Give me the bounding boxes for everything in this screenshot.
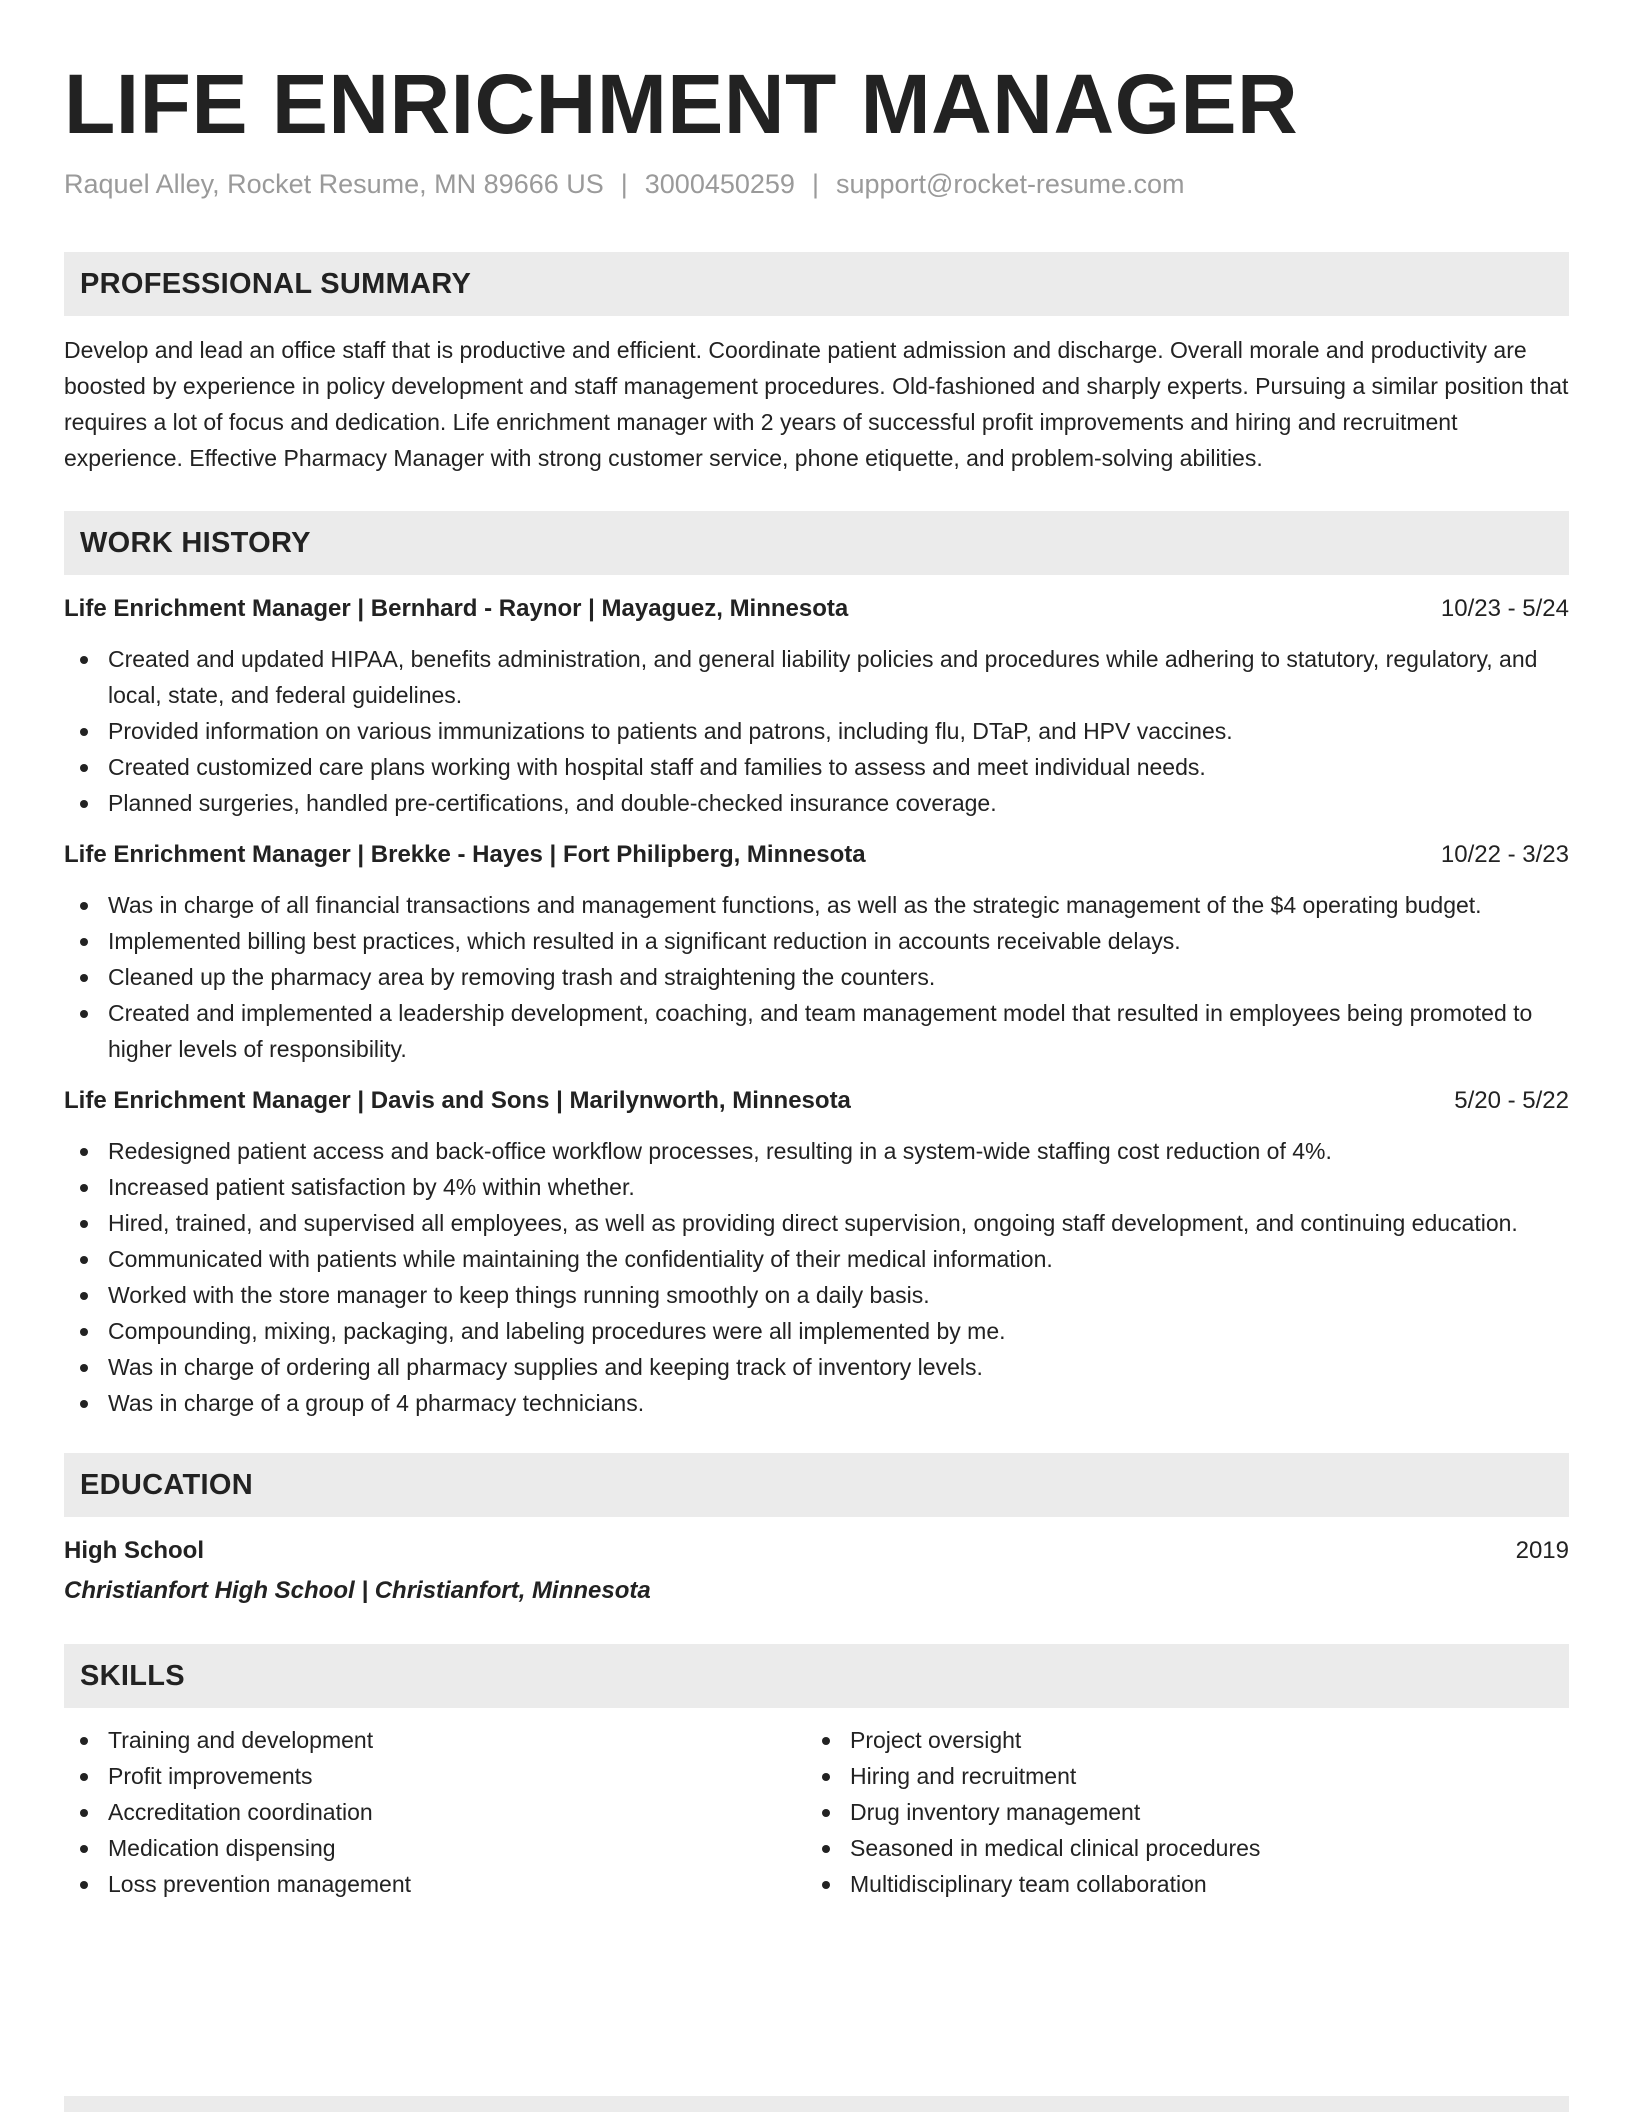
- bullet-dot-icon: [80, 1184, 88, 1192]
- job-bullet-list: [64, 641, 1569, 821]
- job-bullet-text: Increased patient satisfaction by 4% within whether.: [108, 1174, 635, 1200]
- contact-line: [64, 166, 1569, 202]
- job-dates: 5/20 - 5/22: [1454, 1087, 1569, 1114]
- bullet-dot-icon: [822, 1845, 830, 1853]
- skill-text: Accreditation coordination: [108, 1799, 373, 1825]
- job-bullet: [64, 887, 1569, 923]
- contact-separator: |: [811, 169, 819, 199]
- job-bullet-text: Implemented billing best practices, which resulted in a significant reduction in accounts receivable delays.: [108, 928, 1181, 954]
- bullet-dot-icon: [80, 1256, 88, 1264]
- job-bullet-text: Redesigned patient access and back-office workflow processes, resulting in a system-wide staffing cost reduction of 4%.: [108, 1138, 1332, 1164]
- section-header-summary: PROFESSIONAL SUMMARY: [64, 252, 1569, 316]
- skills-list: [64, 1722, 806, 1902]
- section-header-work-history: WORK HISTORY: [64, 511, 1569, 575]
- job-bullet: [64, 1241, 1569, 1277]
- skill-item: [64, 1722, 806, 1758]
- bullet-dot-icon: [80, 764, 88, 772]
- bullet-dot-icon: [80, 902, 88, 910]
- education-degree: High School: [64, 1537, 204, 1564]
- bullet-dot-icon: [80, 1881, 88, 1889]
- job-bullet: [64, 641, 1569, 713]
- bullet-dot-icon: [80, 1773, 88, 1781]
- bullet-dot-icon: [80, 1737, 88, 1745]
- skill-text: Loss prevention management: [108, 1871, 412, 1897]
- job-bullet-text: Worked with the store manager to keep things running smoothly on a daily basis.: [108, 1282, 930, 1308]
- job-bullet: [64, 1349, 1569, 1385]
- resume-page: [64, 0, 1569, 1902]
- job-bullet-text: Was in charge of ordering all pharmacy supplies and keeping track of inventory levels.: [108, 1354, 983, 1380]
- job-bullet: [64, 1133, 1569, 1169]
- job-bullet-list: [64, 887, 1569, 1067]
- bullet-dot-icon: [80, 1809, 88, 1817]
- skills-list: [806, 1722, 1548, 1902]
- bullet-dot-icon: [80, 974, 88, 982]
- job-bullet: [64, 959, 1569, 995]
- job-header: [64, 837, 1569, 873]
- education-school: Christianfort High School | Christianfort, Minnesota: [64, 1577, 651, 1604]
- skill-text: Multidisciplinary team collaboration: [850, 1871, 1207, 1897]
- job-header: [64, 1083, 1569, 1119]
- skills-column-left: [64, 1722, 806, 1902]
- job-bullet-text: Hired, trained, and supervised all employees, as well as providing direct supervision, ongoing staff development, and continuing education.: [108, 1210, 1518, 1236]
- job-bullet: [64, 713, 1569, 749]
- job-bullet: [64, 749, 1569, 785]
- job-title: Life Enrichment Manager | Brekke - Hayes | Fort Philipberg, Minnesota: [64, 841, 866, 868]
- next-section-header-bar: [64, 2096, 1569, 2112]
- skill-item: [64, 1830, 806, 1866]
- bullet-dot-icon: [80, 1400, 88, 1408]
- contact-email: support@rocket-resume.com: [835, 169, 1185, 199]
- skill-text: Drug inventory management: [850, 1799, 1141, 1825]
- education-year: 2019: [1515, 1537, 1569, 1564]
- skill-item: [806, 1830, 1548, 1866]
- job-dates: 10/22 - 3/23: [1440, 841, 1569, 868]
- skill-item: [64, 1758, 806, 1794]
- contact-phone: 3000450259: [644, 169, 795, 199]
- job-bullet: [64, 1277, 1569, 1313]
- job-bullet-text: Was in charge of all financial transactions and management functions, as well as the strategic management of the $4 operating budget.: [108, 892, 1482, 918]
- job-title: Life Enrichment Manager | Davis and Sons | Marilynworth, Minnesota: [64, 1087, 851, 1114]
- bullet-dot-icon: [80, 938, 88, 946]
- job-header: [64, 591, 1569, 627]
- job-entry: [64, 591, 1569, 821]
- bullet-dot-icon: [822, 1737, 830, 1745]
- skill-text: Project oversight: [850, 1727, 1022, 1753]
- job-bullet-list: [64, 1133, 1569, 1421]
- section-header-skills: SKILLS: [64, 1644, 1569, 1708]
- job-bullet-text: Provided information on various immunizations to patients and patrons, including flu, DTaP, and HPV vaccines.: [108, 718, 1233, 744]
- job-dates: 10/23 - 5/24: [1440, 595, 1569, 622]
- bullet-dot-icon: [80, 1364, 88, 1372]
- job-bullet: [64, 923, 1569, 959]
- job-bullet-text: Created and updated HIPAA, benefits administration, and general liability policies and procedures while adhering to statutory, regulatory, and local, state, and federal guidelines.: [108, 646, 1538, 708]
- job-bullet: [64, 785, 1569, 821]
- job-bullet: [64, 995, 1569, 1067]
- job-entry: [64, 1083, 1569, 1421]
- resume-name-title: LIFE ENRICHMENT MANAGER: [64, 57, 1299, 151]
- bullet-dot-icon: [822, 1773, 830, 1781]
- skill-text: Training and development: [108, 1727, 374, 1753]
- bullet-dot-icon: [80, 656, 88, 664]
- bullet-dot-icon: [80, 1328, 88, 1336]
- contact-address: Raquel Alley, Rocket Resume, MN 89666 US: [64, 169, 604, 199]
- skill-item: [806, 1722, 1548, 1758]
- section-header-education: EDUCATION: [64, 1453, 1569, 1517]
- education-entry-header: [64, 1533, 1569, 1569]
- bullet-dot-icon: [822, 1881, 830, 1889]
- skills-column-right: [806, 1722, 1548, 1902]
- job-bullet: [64, 1205, 1569, 1241]
- bullet-dot-icon: [80, 800, 88, 808]
- bullet-dot-icon: [80, 728, 88, 736]
- job-title: Life Enrichment Manager | Bernhard - Raynor | Mayaguez, Minnesota: [64, 595, 849, 622]
- bullet-dot-icon: [80, 1220, 88, 1228]
- contact-separator: |: [620, 169, 628, 199]
- skill-item: [64, 1794, 806, 1830]
- skill-item: [64, 1866, 806, 1902]
- bullet-dot-icon: [80, 1010, 88, 1018]
- job-bullet-text: Communicated with patients while maintaining the confidentiality of their medical information.: [108, 1246, 1053, 1272]
- job-bullet-text: Compounding, mixing, packaging, and labeling procedures were all implemented by me.: [108, 1318, 1006, 1344]
- skill-text: Hiring and recruitment: [850, 1763, 1077, 1789]
- bullet-dot-icon: [822, 1809, 830, 1817]
- job-entry: [64, 837, 1569, 1067]
- skill-item: [806, 1794, 1548, 1830]
- job-bullet-text: Planned surgeries, handled pre-certifications, and double-checked insurance coverage.: [108, 790, 997, 816]
- job-bullet-text: Created customized care plans working with hospital staff and families to assess and meet individual needs.: [108, 754, 1206, 780]
- job-bullet-text: Was in charge of a group of 4 pharmacy technicians.: [108, 1390, 645, 1416]
- job-bullet-text: Cleaned up the pharmacy area by removing trash and straightening the counters.: [108, 964, 936, 990]
- job-bullet: [64, 1169, 1569, 1205]
- bullet-dot-icon: [80, 1292, 88, 1300]
- skill-text: Profit improvements: [108, 1763, 313, 1789]
- job-bullet: [64, 1313, 1569, 1349]
- summary-text: Develop and lead an office staff that is productive and efficient. Coordinate patient admission and discharge. Overall morale and productivity are boosted by experience in policy development and staff management procedures. Old-fashioned and sharply experts. Pursuing a similar position that requires a lot of focus and dedication. Life enrichment manager with 2 years of successful profit improvements and hiring and recruitment experience. Effective Pharmacy Manager with strong customer service, phone etiquette, and problem-solving abilities.: [64, 337, 1569, 471]
- job-bullet-text: Created and implemented a leadership development, coaching, and team management model that resulted in employees being promoted to higher levels of responsibility.: [108, 1000, 1533, 1062]
- bullet-dot-icon: [80, 1845, 88, 1853]
- skill-item: [806, 1866, 1548, 1902]
- skill-text: Seasoned in medical clinical procedures: [850, 1835, 1261, 1861]
- bullet-dot-icon: [80, 1148, 88, 1156]
- skills-grid: [64, 1722, 1569, 1902]
- job-bullet: [64, 1385, 1569, 1421]
- skill-text: Medication dispensing: [108, 1835, 336, 1861]
- skill-item: [806, 1758, 1548, 1794]
